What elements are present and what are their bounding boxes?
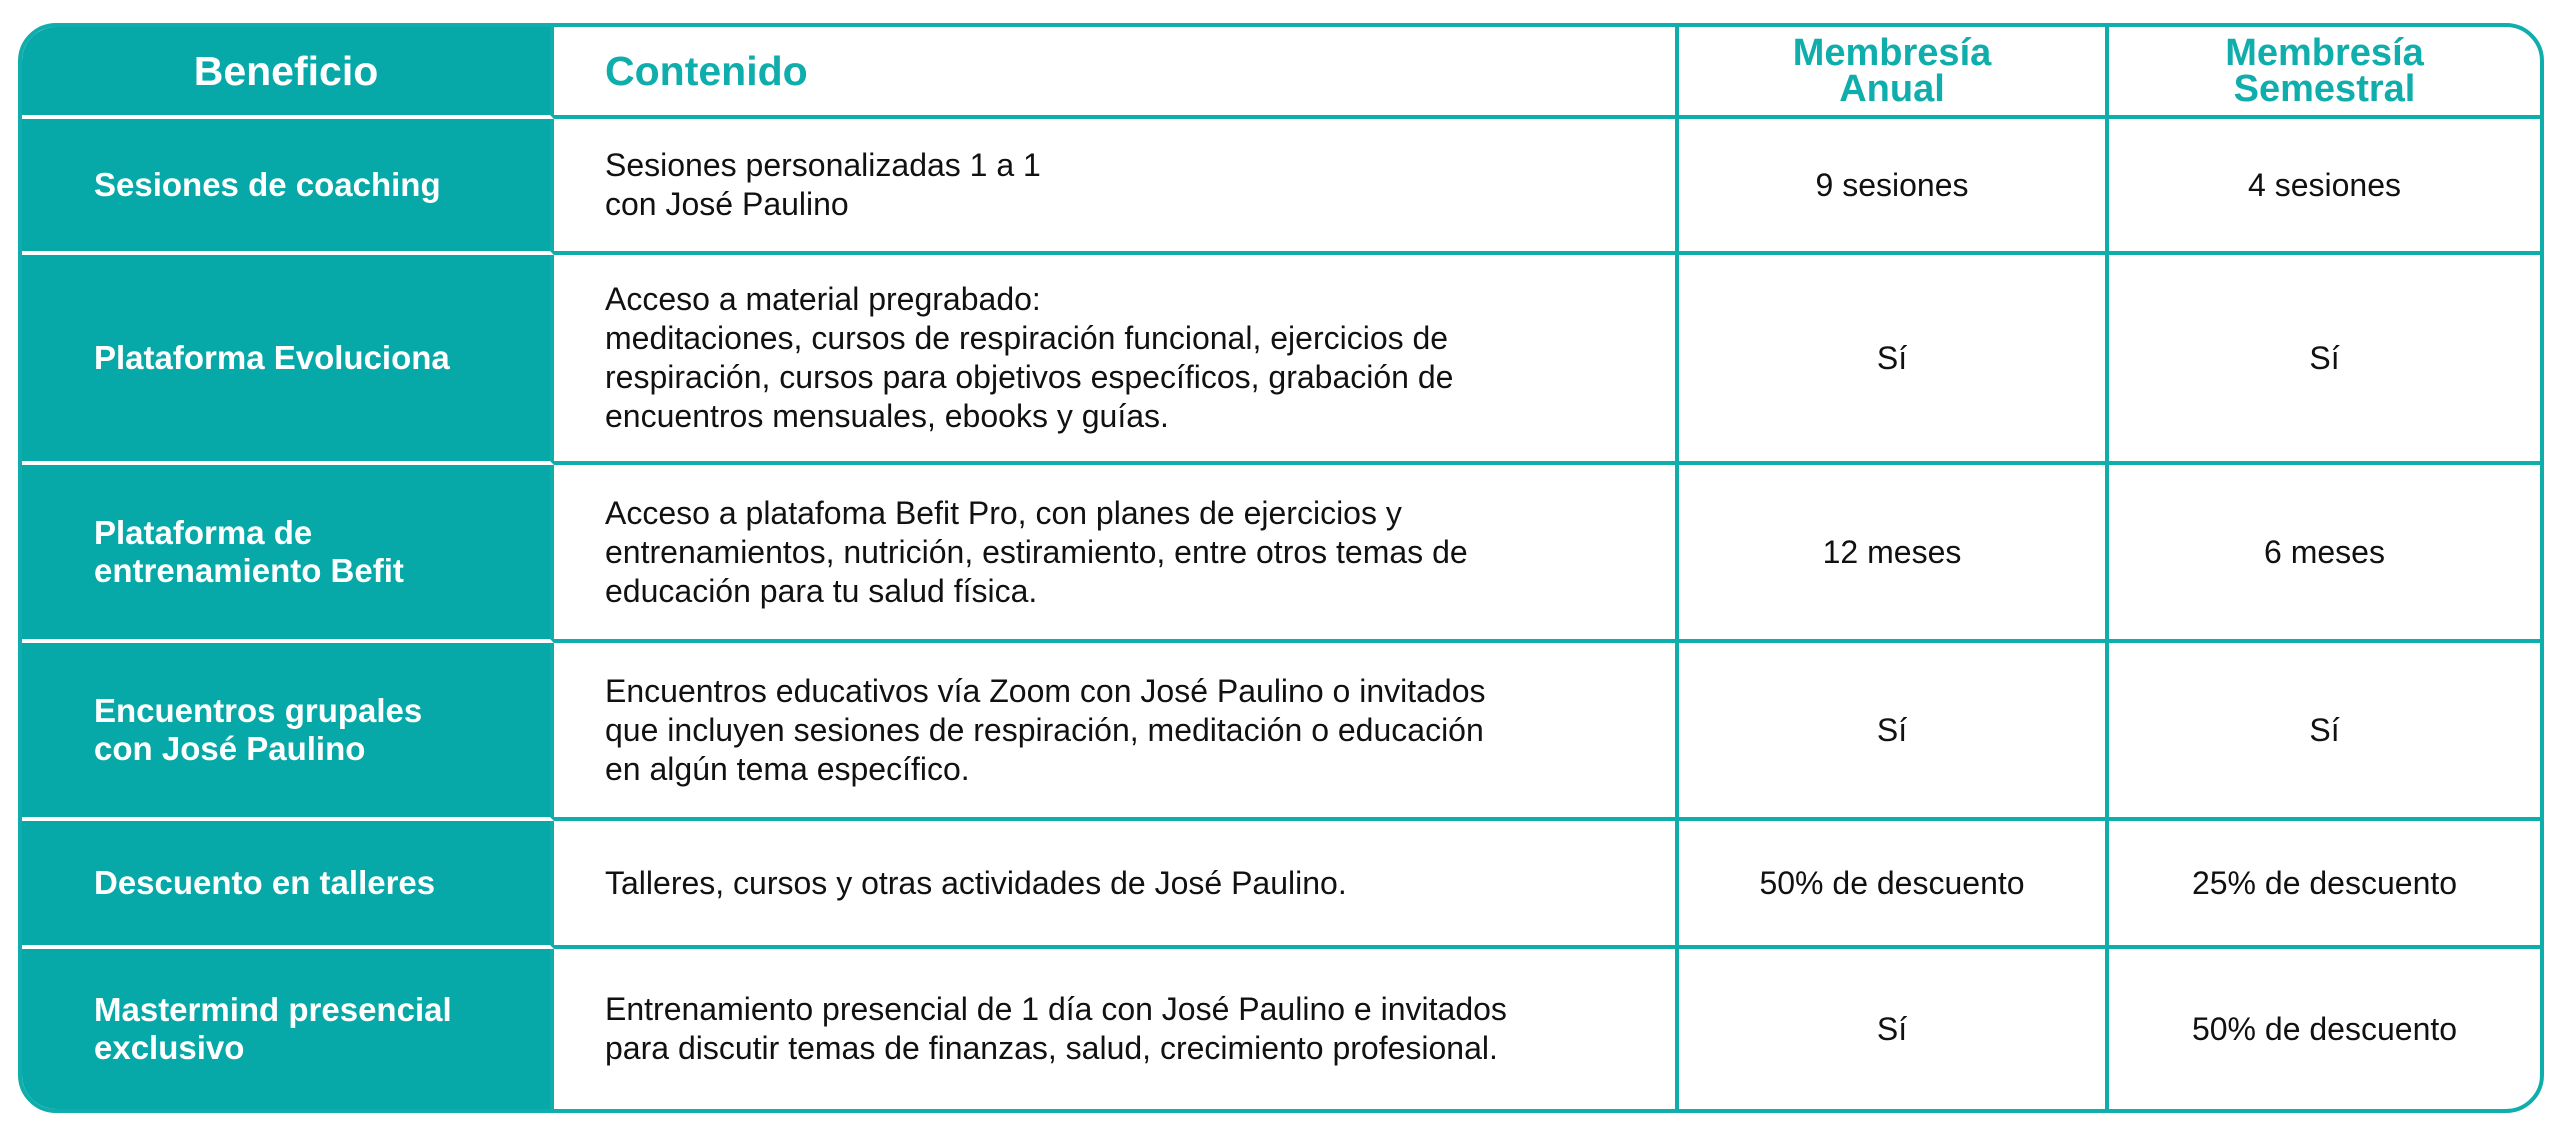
header-annual-line2: Anual <box>1839 68 1945 110</box>
content-cell: Encuentros educativos vía Zoom con José Paulino o invitados que incluyen sesiones de respiración, meditación o educación en algún tema específico. <box>554 643 1679 821</box>
semester-value-cell: Sí <box>2109 255 2540 465</box>
header-annual-line1: Membresía <box>1792 32 1992 74</box>
annual-value-cell: 12 meses <box>1679 465 2109 643</box>
membership-benefits-table <box>18 23 2544 1113</box>
benefit-cell: Encuentros grupales con José Paulino <box>22 643 554 821</box>
header-semester-line2: Semestral <box>2233 68 2416 110</box>
semester-value-cell: 6 meses <box>2109 465 2540 643</box>
annual-value-cell: 9 sesiones <box>1679 119 2109 255</box>
header-semester-line1: Membresía <box>2225 32 2424 74</box>
content-cell: Acceso a material pregrabado: meditaciones, cursos de respiración funcional, ejercicios de respiración, cursos para objetivos específicos, grabación de encuentros mensuales, ebooks y guías. <box>554 255 1679 465</box>
header-semester-membership <box>2109 27 2540 119</box>
benefit-cell: Plataforma Evoluciona <box>22 255 554 465</box>
benefit-cell: Plataforma de entrenamiento Befit <box>22 465 554 643</box>
benefit-cell: Sesiones de coaching <box>22 119 554 255</box>
content-cell: Sesiones personalizadas 1 a 1 con José Paulino <box>554 119 1679 255</box>
annual-value-cell: Sí <box>1679 255 2109 465</box>
semester-value-cell: 50% de descuento <box>2191 1011 2458 1047</box>
semester-value-cell: Sí <box>2109 643 2540 821</box>
annual-value-cell: Sí <box>1679 643 2109 821</box>
table-grid <box>22 27 2540 1109</box>
annual-value-cell: 50% de descuento <box>1679 821 2109 949</box>
benefit-cell: Descuento en talleres <box>22 821 554 949</box>
annual-value-cell: Sí <box>1679 949 2109 1109</box>
header-content: Contenido <box>554 27 1679 119</box>
semester-value-cell: 4 sesiones <box>2109 119 2540 255</box>
semester-value-cell: 25% de descuento <box>2109 821 2540 949</box>
content-cell: Entrenamiento presencial de 1 día con José Paulino e invitados para discutir temas de finanzas, salud, crecimiento profesional. <box>554 949 1679 1109</box>
content-cell: Acceso a platafoma Befit Pro, con planes de ejercicios y entrenamientos, nutrición, estiramiento, entre otros temas de educación para tu salud física. <box>554 465 1679 643</box>
header-benefit: Beneficio <box>22 27 554 119</box>
content-cell: Talleres, cursos y otras actividades de José Paulino. <box>554 821 1679 949</box>
benefit-cell: Mastermind presencial exclusivo <box>22 949 554 1109</box>
header-annual-membership <box>1679 27 2109 119</box>
